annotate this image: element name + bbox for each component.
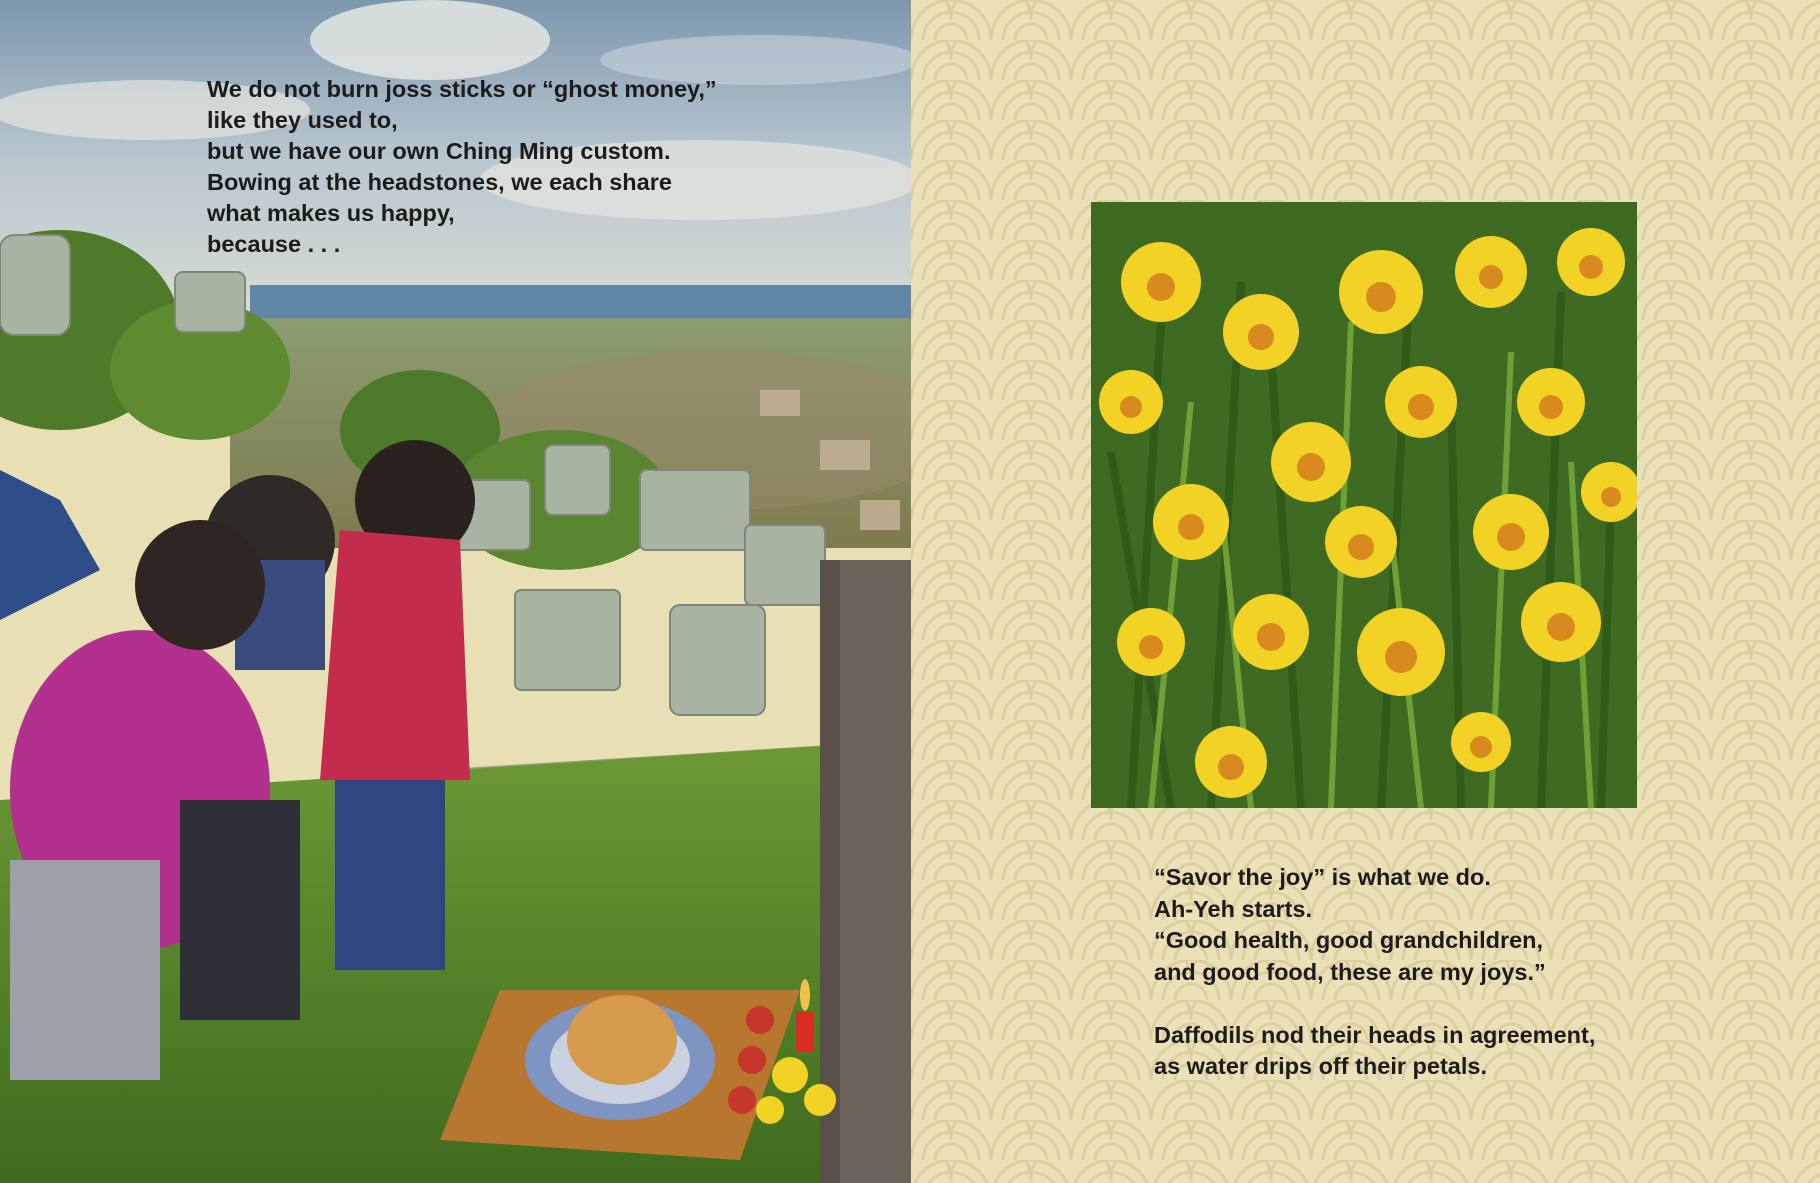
- text-line: because . . .: [207, 231, 341, 257]
- right-page: [911, 0, 1820, 1183]
- text-line: Bowing at the headstones, we each share: [207, 169, 672, 195]
- text-line: “Good health, good grandchildren,: [1154, 927, 1544, 953]
- text-line: what makes us happy,: [207, 200, 455, 226]
- right-page-text: [1154, 862, 1774, 1083]
- daffodils-image: [1091, 202, 1637, 808]
- daffodil-illustration: [1091, 202, 1637, 808]
- stanza-break: [1154, 988, 1774, 1020]
- text-line: and good food, these are my joys.”: [1154, 958, 1546, 985]
- text-line: Daffodils nod their heads in agreement,: [1154, 1021, 1596, 1048]
- text-line: like they used to,: [207, 107, 398, 133]
- left-page-text: [207, 74, 767, 260]
- text-line: but we have our own Ching Ming custom.: [207, 138, 671, 164]
- text-line: Ah-Yeh starts.: [1154, 895, 1313, 922]
- text-line: as water drips off their petals.: [1154, 1053, 1488, 1079]
- text-line: We do not burn joss sticks or “ghost money,”: [207, 76, 717, 102]
- text-line: “Savor the joy” is what we do.: [1154, 864, 1491, 890]
